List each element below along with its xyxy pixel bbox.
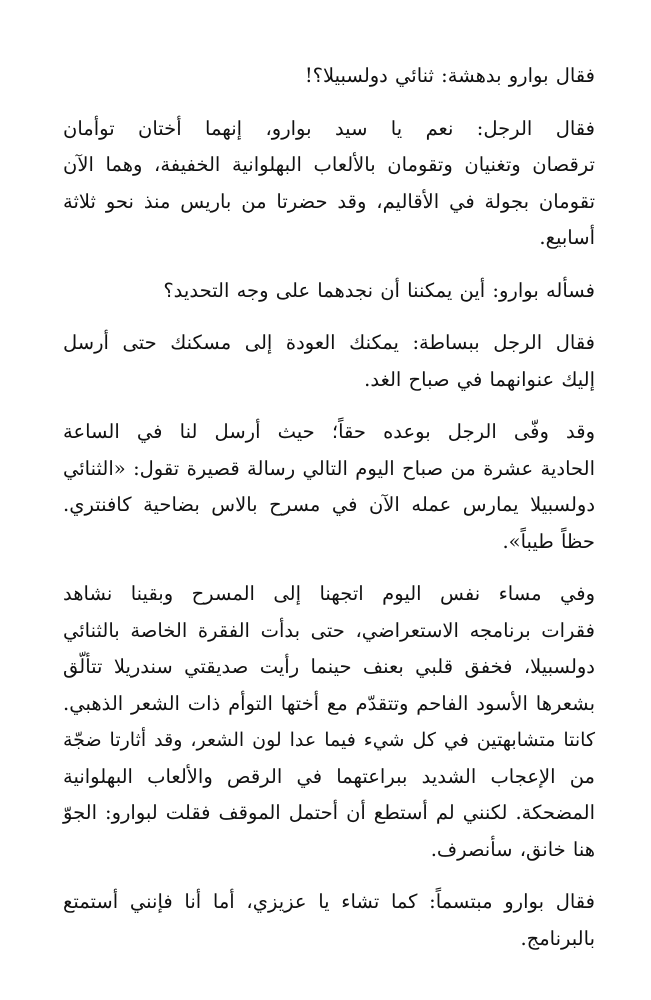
text-line: أسابيع. xyxy=(539,226,595,249)
text-line: من الإعجاب الشديد ببراعتهما في الرقص والألعاب البهلوانية xyxy=(63,764,595,788)
text-line: بشعرها الأسود الفاحم وتتقدّم مع أختها التوأم ذات الشعر الذهبي. xyxy=(63,691,595,715)
paragraph-1 xyxy=(63,58,595,95)
text-line: فقال بوارو بدهشة: ثنائي دولسبيلا؟! xyxy=(304,64,595,87)
text-line: وقد وفّى الرجل بوعده حقاً؛ حيث أرسل لنا في الساعة xyxy=(63,420,595,443)
paragraph-7 xyxy=(63,884,595,957)
text-line: وفي مساء نفس اليوم اتجهنا إلى المسرح وبقينا نشاهد xyxy=(63,582,595,605)
text-line: دولسبيلا يمارس عمله الآن في مسرح بالاس بضاحية كافنتري. xyxy=(63,493,595,516)
paragraph-3 xyxy=(63,273,595,310)
text-line: بالبرنامج. xyxy=(520,926,595,950)
text-line: فسأله بوارو: أين يمكننا أن نجدهما على وجه التحديد؟ xyxy=(163,278,595,302)
text-line: إليك عنوانهما في صباح الغد. xyxy=(364,367,595,391)
text-line: فقال بوارو مبتسماً: كما تشاء يا عزيزي، أما أنا فإنني أستمتع xyxy=(63,890,595,913)
paragraph-4 xyxy=(63,325,595,398)
text-line: ترقصان وتغنيان وتقومان بالألعاب البهلوانية الخفيفة، وهما الآن xyxy=(63,153,595,176)
text-line: دولسبيلا، فخفق قلبي بعنف حينما رأيت صديقتي سندريلا تتألّق xyxy=(63,655,595,678)
paragraph-6 xyxy=(63,576,595,868)
text-line: المضحكة. لكنني لم أستطع أن أحتمل الموقف فقلت لبوارو: الجوّ xyxy=(63,801,595,824)
text-line: فقرات برنامجه الاستعراضي، حتى بدأت الفقرة الخاصة بالثنائي xyxy=(63,618,595,642)
text-line: كانتا متشابهتين في كل شيء فيما عدا لون الشعر، وقد أثارتا ضجّة xyxy=(63,729,595,751)
text-line: هنا خانق، سأنصرف. xyxy=(430,837,595,861)
text-line: تقومان بجولة في الأقاليم، وقد حضرتا من باريس منذ نحو ثلاثة xyxy=(63,189,595,213)
text-line: فقال الرجل: نعم يا سيد بوارو، إنهما أختان توأمان xyxy=(63,116,595,140)
text-line: الحادية عشرة من صباح اليوم التالي رسالة قصيرة تقول: «الثنائي xyxy=(63,456,595,480)
text-line: فقال الرجل ببساطة: يمكنك العودة إلى مسكنك حتى أرسل xyxy=(63,331,595,354)
paragraph-5 xyxy=(63,414,595,560)
paragraph-2 xyxy=(63,111,595,257)
text-line: حظاً طيباً». xyxy=(502,529,595,553)
